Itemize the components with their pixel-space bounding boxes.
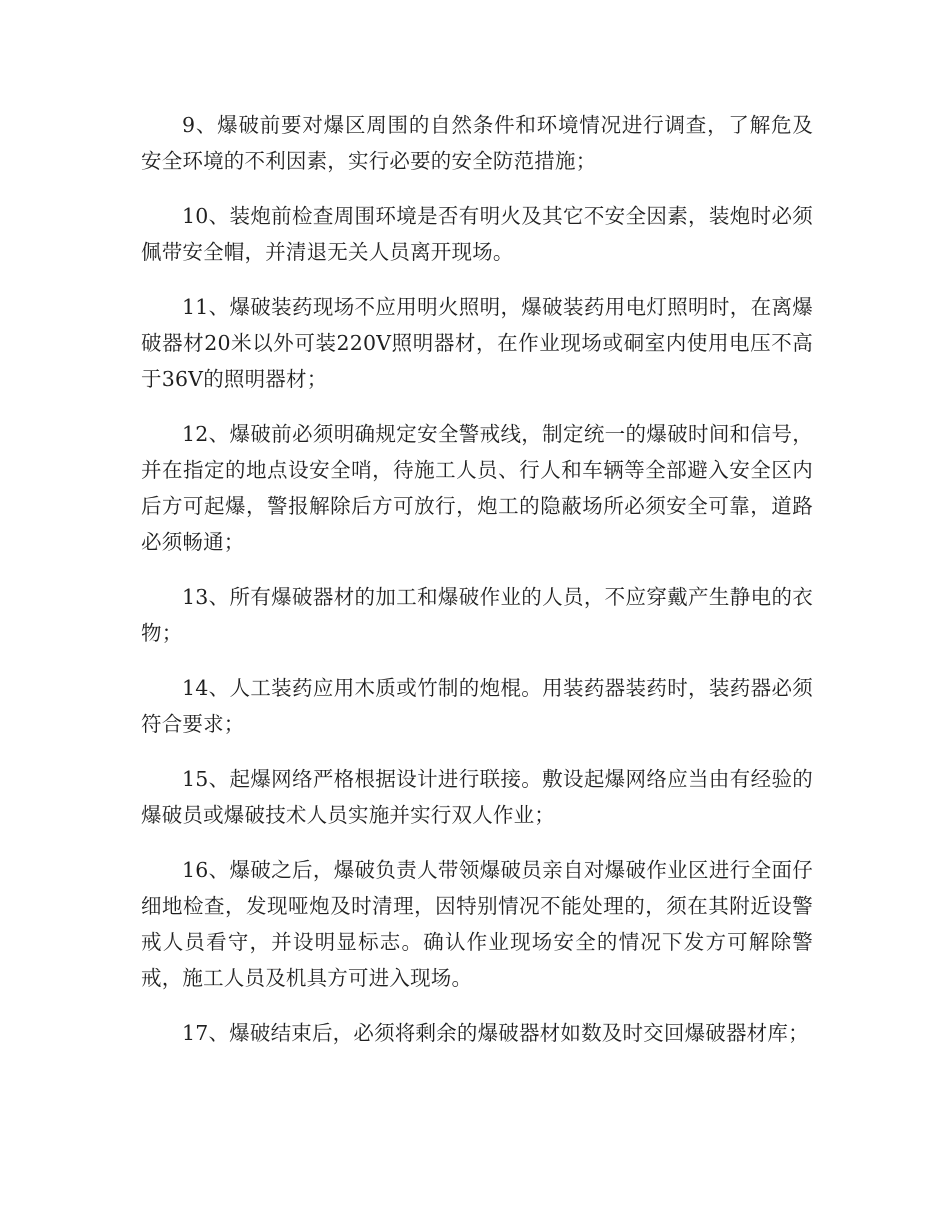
paragraph-item-9: 9、爆破前要对爆区周围的自然条件和环境情况进行调查，了解危及安全环境的不利因素，实行必要的安全防范措施； [141,113,813,173]
paragraph-item-14: 14、人工装药应用木质或竹制的炮棍。用装药器装药时，装药器必须符合要求； [141,676,813,736]
paragraph-item-10: 10、装炮前检查周围环境是否有明火及其它不安全因素，装炮时必须佩带安全帽，并清退无关人员离开现场。 [141,204,813,264]
paragraph-item-15: 15、起爆网络严格根据设计进行联接。敷设起爆网络应当由有经验的爆破员或爆破技术人员实施并实行双人作业； [141,767,813,827]
document-body [141,107,813,1070]
paragraph-item-11: 11、爆破装药现场不应用明火照明，爆破装药用电灯照明时，在离爆破器材20米以外可装220V照明器材，在作业现场或硐室内使用电压不高于36V的照明器材； [141,295,813,391]
paragraph-item-17: 17、爆破结束后，必须将剩余的爆破器材如数及时交回爆破器材库； [182,1021,809,1045]
paragraph-item-16: 16、爆破之后，爆破负责人带领爆破员亲自对爆破作业区进行全面仔细地检查，发现哑炮及时清理，因特别情况不能处理的，须在其附近设警戒人员看守，并设明显标志。确认作业现场安全的情况下发方可解除警戒，施工人员及机具方可进入现场。 [141,858,813,990]
paragraph-item-13: 13、所有爆破器材的加工和爆破作业的人员，不应穿戴产生静电的衣物； [141,585,813,645]
paragraph-item-12: 12、爆破前必须明确规定安全警戒线，制定统一的爆破时间和信号，并在指定的地点设安全哨，待施工人员、行人和车辆等全部避入安全区内后方可起爆，警报解除后方可放行，炮工的隐蔽场所必须安全可靠，道路必须畅通； [141,422,813,554]
